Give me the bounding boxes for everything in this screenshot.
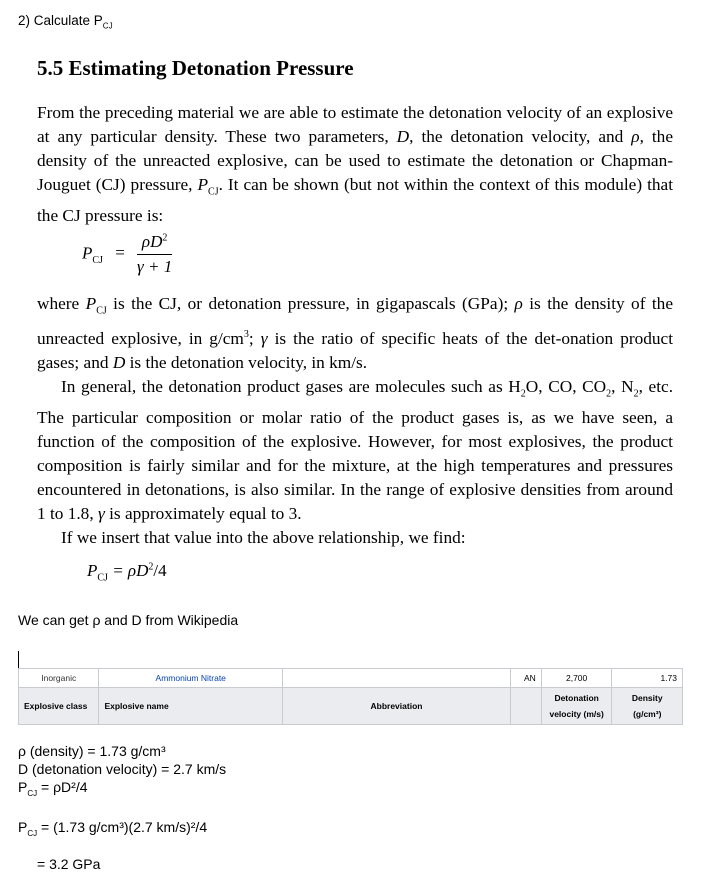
header-detonation-velocity: Detonation velocity (m/s) xyxy=(541,688,612,725)
wikipedia-note: We can get ρ and D from Wikipedia xyxy=(18,612,239,628)
calc-substitution: $P_{CJ} = (1.73$ g/cm³)(2.7 km/s)²/4 xyxy=(18,819,208,838)
header-explosive-name: Explosive name xyxy=(99,688,283,725)
wikipedia-explosives-table xyxy=(18,668,683,725)
header-empty xyxy=(510,688,541,725)
cell-detonation-velocity: 2,700 xyxy=(541,669,612,688)
calc-formula: $P_{CJ} = \rho D^2/4$ xyxy=(18,779,88,798)
table-header-row xyxy=(19,688,683,725)
header-abbreviation: Abbreviation xyxy=(283,688,511,725)
table-row xyxy=(19,669,683,688)
section-title: 5.5 Estimating Detonation Pressure xyxy=(37,56,354,80)
calc-result: = 3.2 GPa xyxy=(37,856,101,872)
paragraph-explanation: where $P_{CJ}$ is the CJ, or detonation pressure, in gigapascals (GPa); ρ is the density of the unreacted explosive, in $g/cm^3$; γ is the ratio of specific heats of the det-onation product gases; and D is the detonation velocity, in km/s. In general, the detonation product gases are molecules such as $H_2O$, CO, $CO_2$, $N_2$, etc. The particular composition or molar ratio of the product gases is, as we have seen, a function of the composition of the explosive. However, for most explosives, the product composition is fairly similar and for the mixture, at the high temperatures and pressures encountered in detonations, is also similar. In the range of explosive densities from around 1 to 1.8, γ is approximately equal to 3. If we insert that value into the above relationship, we find: xyxy=(37,294,674,547)
header-explosive-class: Explosive class xyxy=(19,688,99,725)
equation-simplified: $P_{CJ} = \rho D^2/4$ xyxy=(87,561,167,584)
question-title: 2) Calculate $P_{CJ}$ xyxy=(18,13,113,31)
text-cursor xyxy=(18,651,19,668)
cell-density: 1.73 xyxy=(612,669,683,688)
calc-density: ρ (density) = 1.73 g/cm³ xyxy=(18,743,166,759)
cell-explosive-class: Inorganic xyxy=(19,669,99,688)
cell-abbreviation xyxy=(283,669,511,688)
paragraph-intro: From the preceding material we are able to estimate the detonation velocity of an explosive at any particular density. These two parameters, D, the detonation velocity, and ρ, the density of the unreacted explosive, can be used to estimate the detonation or Chapman-Jouguet (CJ) pressure, $P_{CJ}$. It can be shown (but not within the context of this module) that the CJ pressure is: xyxy=(37,103,673,226)
header-density: Density (g/cm³) xyxy=(612,688,683,725)
cell-explosive-name-link[interactable]: Ammonium Nitrate xyxy=(99,669,283,688)
equation-cj-pressure: $P_{CJ}$ = $\frac{\rho D^2}{\gamma + 1}$ xyxy=(82,232,173,276)
cell-an: AN xyxy=(510,669,541,688)
calc-velocity: D (detonation velocity) = 2.7 km/s xyxy=(18,761,227,777)
